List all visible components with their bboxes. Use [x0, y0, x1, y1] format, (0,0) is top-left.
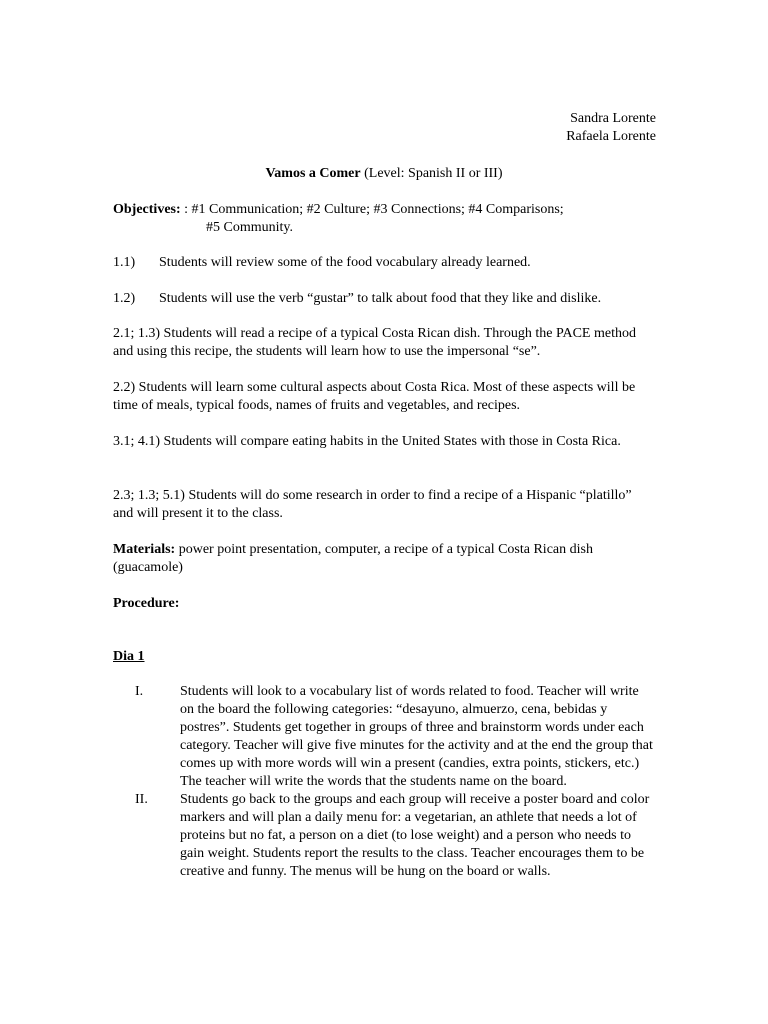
objective-item [113, 254, 643, 272]
objective-number: 1.1) [113, 255, 136, 270]
objective-text: Students will use the verb “gustar” to talk about food that they like and dislike. [159, 291, 602, 306]
procedure-numeral: I. [135, 684, 144, 699]
author-block [566, 110, 656, 146]
procedure-text: Students go back to the groups and each group will receive a poster board and color markers and will plan a daily menu for: a vegetarian, an athlete that needs a lot of proteins but no fat, a person on a diet (to lose weight) and a person who needs to gain weight. Students report the results to the class. Teacher encourages them to be creative and funny. The menus will be hung on the board or walls. [180, 792, 650, 879]
author-name: Sandra Lorente [570, 111, 656, 126]
lesson-title [0, 165, 768, 183]
objective-paragraph: 2.2) Students will learn some cultural aspects about Costa Rica. Most of these aspects will be time of meals, typical foods, names of fruits and vegetables, and recipes. [113, 380, 636, 413]
objectives-label: Objectives: [113, 202, 181, 217]
procedure-list [113, 683, 653, 881]
objectives-line-1 [113, 201, 643, 219]
lesson-title-bold: Vamos a Comer [265, 166, 361, 181]
materials-text: power point presentation, computer, a recipe of a typical Costa Rican dish (guacamole) [113, 542, 593, 575]
objective-paragraph: 2.3; 1.3; 5.1) Students will do some research in order to find a recipe of a Hispanic “platillo” and will present it to the class. [113, 488, 632, 521]
procedure-item [113, 683, 653, 791]
day-heading: Dia 1 [113, 649, 145, 664]
lesson-level: (Level: Spanish II or III) [360, 166, 503, 181]
objective-text: Students will review some of the food vocabulary already learned. [159, 255, 531, 270]
procedure-heading: Procedure: [113, 596, 180, 611]
objectives-standards: : #1 Communication; #2 Culture; #3 Connections; #4 Comparisons; [180, 202, 564, 217]
objective-paragraph: 3.1; 4.1) Students will compare eating habits in the United States with those in Costa Rica. [113, 434, 621, 449]
objective-number: 1.2) [113, 291, 136, 306]
objectives-section [113, 201, 643, 237]
objective-item [113, 290, 643, 308]
materials-label: Materials: [113, 542, 176, 557]
objectives-line-2: #5 Community. [206, 220, 293, 235]
materials-section [113, 541, 643, 577]
procedure-text: Students will look to a vocabulary list of words related to food. Teacher will write on the board the following categories: “desayuno, almuerzo, cena, bebidas y postres”. Students get together in groups of three and brainstorm words under each category. Teacher will give five minutes for the activity and at the end the group that comes up with more words will win a present (candies, extra points, stickers, etc.) The teacher will write the words that the students name on the board. [180, 684, 653, 789]
objective-paragraph: 2.1; 1.3) Students will read a recipe of a typical Costa Rican dish. Through the PACE method and using this recipe, the students will learn how to use the impersonal “se”. [113, 326, 636, 359]
author-name: Rafaela Lorente [566, 129, 656, 144]
procedure-numeral: II. [135, 792, 148, 807]
procedure-item [113, 791, 653, 881]
